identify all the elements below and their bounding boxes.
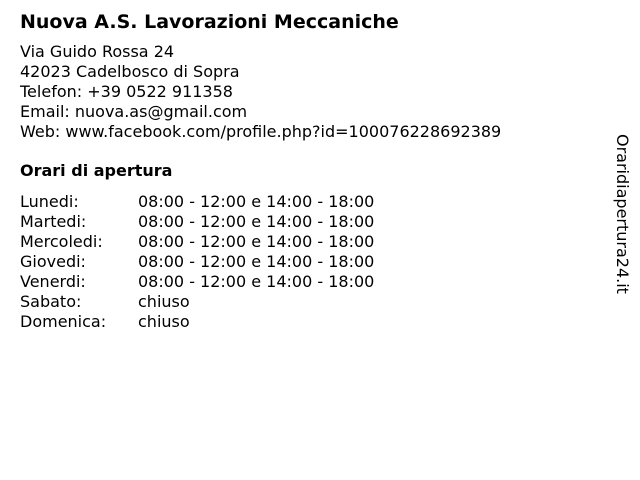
email-line: Email: nuova.as@gmail.com [20, 102, 248, 121]
day-label: Mercoledi: [20, 232, 103, 251]
day-label: Lunedi: [20, 192, 79, 211]
day-label: Martedi: [20, 212, 87, 231]
hours-row-thursday [20, 252, 600, 272]
opening-hours-heading: Orari di apertura [20, 161, 173, 180]
day-label: Giovedi: [20, 252, 86, 271]
hours-value: chiuso [138, 312, 190, 331]
hours-row-tuesday [20, 212, 600, 232]
opening-hours-table [20, 192, 600, 332]
phone-line: Telefon: +39 0522 911358 [20, 82, 233, 101]
hours-row-saturday [20, 292, 600, 312]
day-label: Venerdi: [20, 272, 86, 291]
hours-value: 08:00 - 12:00 e 14:00 - 18:00 [138, 252, 375, 271]
web-line: Web: www.facebook.com/profile.php?id=100076228692389 [20, 122, 502, 141]
hours-row-wednesday [20, 232, 600, 252]
hours-value: 08:00 - 12:00 e 14:00 - 18:00 [138, 192, 375, 211]
hours-row-friday [20, 272, 600, 292]
hours-row-monday [20, 192, 600, 212]
hours-value: 08:00 - 12:00 e 14:00 - 18:00 [138, 212, 375, 231]
address-city: 42023 Cadelbosco di Sopra [20, 62, 240, 81]
day-label: Domenica: [20, 312, 107, 331]
hours-value: 08:00 - 12:00 e 14:00 - 18:00 [138, 272, 375, 291]
hours-value: chiuso [138, 292, 190, 311]
hours-value: 08:00 - 12:00 e 14:00 - 18:00 [138, 232, 375, 251]
business-name: Nuova A.S. Lavorazioni Meccaniche [20, 11, 399, 33]
hours-row-sunday [20, 312, 600, 332]
day-label: Sabato: [20, 292, 82, 311]
business-card [20, 10, 600, 332]
contact-block [20, 42, 600, 142]
site-watermark: Oraridiapertura24.it [613, 134, 632, 294]
address-street: Via Guido Rossa 24 [20, 42, 175, 61]
